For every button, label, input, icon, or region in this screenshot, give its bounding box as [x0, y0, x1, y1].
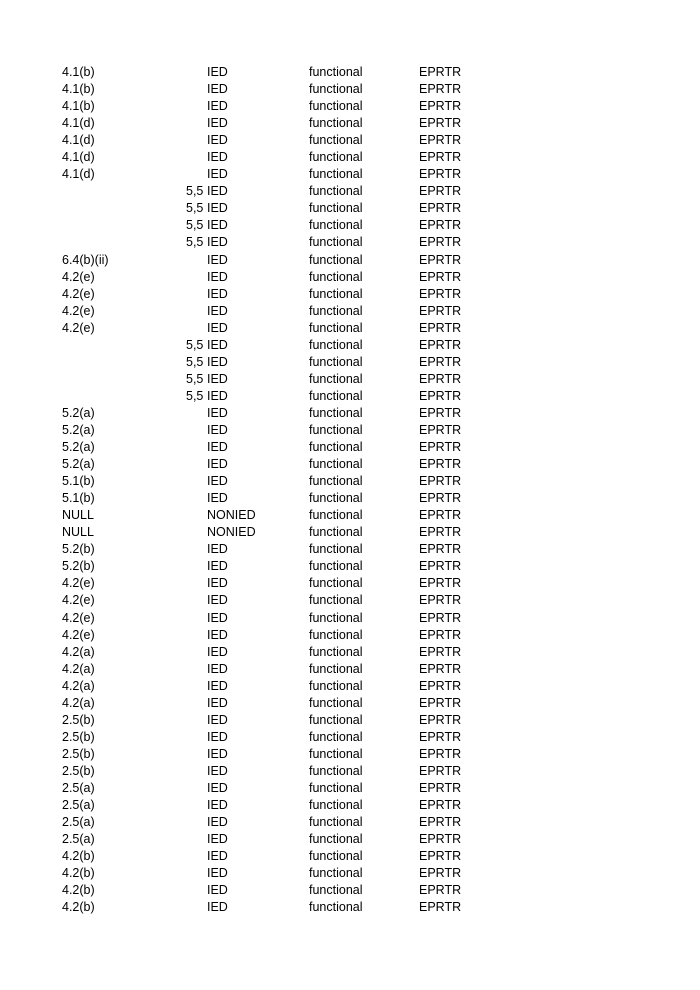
activity-code-cell: 4.2(e)	[62, 627, 95, 642]
register-cell: EPRTR	[419, 866, 462, 881]
activity-code-cell: 4.2(e)	[62, 303, 95, 318]
table-row	[0, 644, 700, 661]
status-cell: functional	[309, 116, 363, 131]
table-row	[0, 269, 700, 286]
activity-code-cell: 5.2(b)	[62, 559, 95, 574]
status-cell: functional	[309, 133, 363, 148]
register-cell: EPRTR	[419, 559, 462, 574]
register-cell: EPRTR	[419, 184, 462, 199]
status-cell: functional	[309, 729, 363, 744]
status-cell: functional	[309, 235, 363, 250]
table-row	[0, 899, 700, 916]
category-cell: IED	[207, 388, 228, 403]
category-cell: IED	[207, 133, 228, 148]
category-cell: IED	[207, 832, 228, 847]
status-cell: functional	[309, 525, 363, 540]
number-cell: 5,5	[186, 218, 204, 233]
register-cell: EPRTR	[419, 678, 462, 693]
table-row	[0, 473, 700, 490]
status-cell: functional	[309, 491, 363, 506]
table-row	[0, 848, 700, 865]
table-row	[0, 320, 700, 337]
activity-code-cell: 4.1(b)	[62, 65, 95, 79]
spreadsheet-table	[0, 64, 700, 916]
register-cell: EPRTR	[419, 235, 462, 250]
status-cell: functional	[309, 695, 363, 710]
table-row	[0, 286, 700, 303]
status-cell: functional	[309, 303, 363, 318]
category-cell: IED	[207, 542, 228, 557]
table-row	[0, 354, 700, 371]
table-row	[0, 81, 700, 98]
status-cell: functional	[309, 900, 363, 915]
status-cell: functional	[309, 269, 363, 284]
register-cell: EPRTR	[419, 201, 462, 216]
activity-code-cell: 4.2(b)	[62, 900, 95, 915]
activity-code-cell: 2.5(b)	[62, 712, 95, 727]
activity-code-cell: 4.2(a)	[62, 678, 95, 693]
status-cell: functional	[309, 559, 363, 574]
category-cell: IED	[207, 320, 228, 335]
register-cell: EPRTR	[419, 832, 462, 847]
register-cell: EPRTR	[419, 525, 462, 540]
table-row	[0, 149, 700, 166]
register-cell: EPRTR	[419, 712, 462, 727]
table-row	[0, 98, 700, 115]
number-cell: 5,5	[186, 388, 204, 403]
register-cell: EPRTR	[419, 729, 462, 744]
status-cell: functional	[309, 610, 363, 625]
table-row	[0, 865, 700, 882]
register-cell: EPRTR	[419, 695, 462, 710]
category-cell: IED	[207, 798, 228, 813]
number-cell: 5,5	[186, 354, 204, 369]
category-cell: IED	[207, 593, 228, 608]
activity-code-cell: 4.2(e)	[62, 610, 95, 625]
activity-code-cell: 5.2(a)	[62, 422, 95, 437]
register-cell: EPRTR	[419, 508, 462, 523]
table-row	[0, 507, 700, 524]
activity-code-cell: 4.2(e)	[62, 320, 95, 335]
activity-code-cell: 4.1(b)	[62, 99, 95, 114]
table-row	[0, 797, 700, 814]
register-cell: EPRTR	[419, 303, 462, 318]
register-cell: EPRTR	[419, 286, 462, 301]
activity-code-cell: 4.2(b)	[62, 883, 95, 898]
activity-code-cell: 4.1(d)	[62, 133, 95, 148]
status-cell: functional	[309, 849, 363, 864]
activity-code-cell: 4.2(a)	[62, 661, 95, 676]
status-cell: functional	[309, 150, 363, 165]
table-row	[0, 456, 700, 473]
table-row	[0, 575, 700, 592]
register-cell: EPRTR	[419, 644, 462, 659]
register-cell: EPRTR	[419, 746, 462, 761]
category-cell: IED	[207, 201, 228, 216]
activity-code-cell: 4.2(a)	[62, 644, 95, 659]
activity-code-cell: 4.2(b)	[62, 849, 95, 864]
table-row	[0, 610, 700, 627]
number-cell: 5,5	[186, 371, 204, 386]
table-row	[0, 303, 700, 320]
category-cell: IED	[207, 627, 228, 642]
category-cell: IED	[207, 303, 228, 318]
status-cell: functional	[309, 201, 363, 216]
status-cell: functional	[309, 508, 363, 523]
activity-code-cell: 4.2(e)	[62, 593, 95, 608]
activity-code-cell: NULL	[62, 508, 94, 523]
table-row	[0, 763, 700, 780]
status-cell: functional	[309, 457, 363, 472]
register-cell: EPRTR	[419, 815, 462, 830]
status-cell: functional	[309, 593, 363, 608]
status-cell: functional	[309, 440, 363, 455]
status-cell: functional	[309, 99, 363, 114]
register-cell: EPRTR	[419, 99, 462, 114]
activity-code-cell: 2.5(b)	[62, 746, 95, 761]
register-cell: EPRTR	[419, 150, 462, 165]
table-row	[0, 729, 700, 746]
category-cell: IED	[207, 746, 228, 761]
table-row	[0, 661, 700, 678]
table-row	[0, 388, 700, 405]
register-cell: EPRTR	[419, 610, 462, 625]
category-cell: IED	[207, 883, 228, 898]
register-cell: EPRTR	[419, 320, 462, 335]
category-cell: IED	[207, 559, 228, 574]
register-cell: EPRTR	[419, 457, 462, 472]
activity-code-cell: 4.2(a)	[62, 695, 95, 710]
status-cell: functional	[309, 474, 363, 489]
register-cell: EPRTR	[419, 354, 462, 369]
register-cell: EPRTR	[419, 65, 462, 79]
activity-code-cell: 5.1(b)	[62, 491, 95, 506]
activity-code-cell: 2.5(a)	[62, 832, 95, 847]
activity-code-cell: 2.5(a)	[62, 815, 95, 830]
activity-code-cell: 4.2(e)	[62, 286, 95, 301]
category-cell: IED	[207, 184, 228, 199]
register-cell: EPRTR	[419, 763, 462, 778]
status-cell: functional	[309, 405, 363, 420]
status-cell: functional	[309, 780, 363, 795]
status-cell: functional	[309, 167, 363, 182]
table-row	[0, 217, 700, 234]
activity-code-cell: 4.1(d)	[62, 150, 95, 165]
category-cell: IED	[207, 780, 228, 795]
table-row	[0, 814, 700, 831]
table-row	[0, 831, 700, 848]
category-cell: IED	[207, 218, 228, 233]
category-cell: IED	[207, 866, 228, 881]
category-cell: IED	[207, 712, 228, 727]
register-cell: EPRTR	[419, 371, 462, 386]
table-row	[0, 592, 700, 609]
register-cell: EPRTR	[419, 576, 462, 591]
register-cell: EPRTR	[419, 883, 462, 898]
table-row	[0, 780, 700, 797]
status-cell: functional	[309, 627, 363, 642]
table-row	[0, 712, 700, 729]
activity-code-cell: 2.5(b)	[62, 729, 95, 744]
category-cell: IED	[207, 235, 228, 250]
category-cell: IED	[207, 644, 228, 659]
table-row	[0, 541, 700, 558]
category-cell: NONIED	[207, 525, 256, 540]
activity-code-cell: 4.1(d)	[62, 116, 95, 131]
category-cell: IED	[207, 354, 228, 369]
register-cell: EPRTR	[419, 798, 462, 813]
category-cell: IED	[207, 661, 228, 676]
category-cell: IED	[207, 900, 228, 915]
table-row	[0, 337, 700, 354]
category-cell: IED	[207, 371, 228, 386]
register-cell: EPRTR	[419, 388, 462, 403]
category-cell: IED	[207, 457, 228, 472]
table-row	[0, 371, 700, 388]
category-cell: IED	[207, 82, 228, 97]
category-cell: IED	[207, 422, 228, 437]
table-row	[0, 115, 700, 132]
register-cell: EPRTR	[419, 491, 462, 506]
activity-code-cell: 2.5(a)	[62, 780, 95, 795]
table-row	[0, 166, 700, 183]
activity-code-cell: 4.1(d)	[62, 167, 95, 182]
register-cell: EPRTR	[419, 900, 462, 915]
number-cell: 5,5	[186, 337, 204, 352]
status-cell: functional	[309, 388, 363, 403]
status-cell: functional	[309, 542, 363, 557]
status-cell: functional	[309, 883, 363, 898]
category-cell: IED	[207, 474, 228, 489]
category-cell: IED	[207, 815, 228, 830]
register-cell: EPRTR	[419, 627, 462, 642]
category-cell: NONIED	[207, 508, 256, 523]
number-cell: 5,5	[186, 201, 204, 216]
register-cell: EPRTR	[419, 269, 462, 284]
activity-code-cell: 4.1(b)	[62, 82, 95, 97]
register-cell: EPRTR	[419, 542, 462, 557]
status-cell: functional	[309, 712, 363, 727]
table-row	[0, 132, 700, 149]
status-cell: functional	[309, 320, 363, 335]
category-cell: IED	[207, 763, 228, 778]
register-cell: EPRTR	[419, 440, 462, 455]
table-row	[0, 524, 700, 541]
category-cell: IED	[207, 150, 228, 165]
activity-code-cell: 4.2(b)	[62, 866, 95, 881]
category-cell: IED	[207, 337, 228, 352]
register-cell: EPRTR	[419, 218, 462, 233]
table-row	[0, 695, 700, 712]
table-row	[0, 234, 700, 251]
status-cell: functional	[309, 286, 363, 301]
category-cell: IED	[207, 610, 228, 625]
table-row	[0, 183, 700, 200]
table-row	[0, 405, 700, 422]
activity-code-cell: NULL	[62, 525, 94, 540]
table-row	[0, 200, 700, 217]
register-cell: EPRTR	[419, 116, 462, 131]
status-cell: functional	[309, 371, 363, 386]
activity-code-cell: 5.2(a)	[62, 457, 95, 472]
category-cell: IED	[207, 849, 228, 864]
table-row	[0, 882, 700, 899]
register-cell: EPRTR	[419, 474, 462, 489]
table-row	[0, 252, 700, 269]
table-row	[0, 678, 700, 695]
category-cell: IED	[207, 729, 228, 744]
register-cell: EPRTR	[419, 422, 462, 437]
category-cell: IED	[207, 65, 228, 79]
table-row	[0, 558, 700, 575]
status-cell: functional	[309, 82, 363, 97]
register-cell: EPRTR	[419, 133, 462, 148]
table-row	[0, 746, 700, 763]
table-row	[0, 627, 700, 644]
activity-code-cell: 5.2(a)	[62, 405, 95, 420]
category-cell: IED	[207, 286, 228, 301]
category-cell: IED	[207, 440, 228, 455]
status-cell: functional	[309, 661, 363, 676]
category-cell: IED	[207, 491, 228, 506]
activity-code-cell: 2.5(a)	[62, 798, 95, 813]
activity-code-cell: 2.5(b)	[62, 763, 95, 778]
status-cell: functional	[309, 65, 363, 79]
status-cell: functional	[309, 184, 363, 199]
status-cell: functional	[309, 866, 363, 881]
status-cell: functional	[309, 218, 363, 233]
category-cell: IED	[207, 252, 228, 267]
number-cell: 5,5	[186, 184, 204, 199]
table-row	[0, 490, 700, 507]
category-cell: IED	[207, 695, 228, 710]
category-cell: IED	[207, 576, 228, 591]
status-cell: functional	[309, 763, 363, 778]
activity-code-cell: 6.4(b)(ii)	[62, 252, 109, 267]
table-row	[0, 422, 700, 439]
number-cell: 5,5	[186, 235, 204, 250]
register-cell: EPRTR	[419, 780, 462, 795]
activity-code-cell: 5.1(b)	[62, 474, 95, 489]
table-row	[0, 439, 700, 456]
status-cell: functional	[309, 746, 363, 761]
status-cell: functional	[309, 354, 363, 369]
activity-code-cell: 4.2(e)	[62, 576, 95, 591]
status-cell: functional	[309, 422, 363, 437]
status-cell: functional	[309, 678, 363, 693]
activity-code-cell: 5.2(b)	[62, 542, 95, 557]
status-cell: functional	[309, 337, 363, 352]
register-cell: EPRTR	[419, 337, 462, 352]
register-cell: EPRTR	[419, 849, 462, 864]
register-cell: EPRTR	[419, 661, 462, 676]
status-cell: functional	[309, 576, 363, 591]
status-cell: functional	[309, 644, 363, 659]
category-cell: IED	[207, 269, 228, 284]
activity-code-cell: 4.2(e)	[62, 269, 95, 284]
status-cell: functional	[309, 832, 363, 847]
category-cell: IED	[207, 167, 228, 182]
activity-code-cell: 5.2(a)	[62, 440, 95, 455]
category-cell: IED	[207, 99, 228, 114]
status-cell: functional	[309, 252, 363, 267]
register-cell: EPRTR	[419, 252, 462, 267]
register-cell: EPRTR	[419, 82, 462, 97]
register-cell: EPRTR	[419, 593, 462, 608]
table-row	[0, 64, 700, 81]
status-cell: functional	[309, 798, 363, 813]
register-cell: EPRTR	[419, 167, 462, 182]
category-cell: IED	[207, 405, 228, 420]
category-cell: IED	[207, 678, 228, 693]
status-cell: functional	[309, 815, 363, 830]
register-cell: EPRTR	[419, 405, 462, 420]
category-cell: IED	[207, 116, 228, 131]
